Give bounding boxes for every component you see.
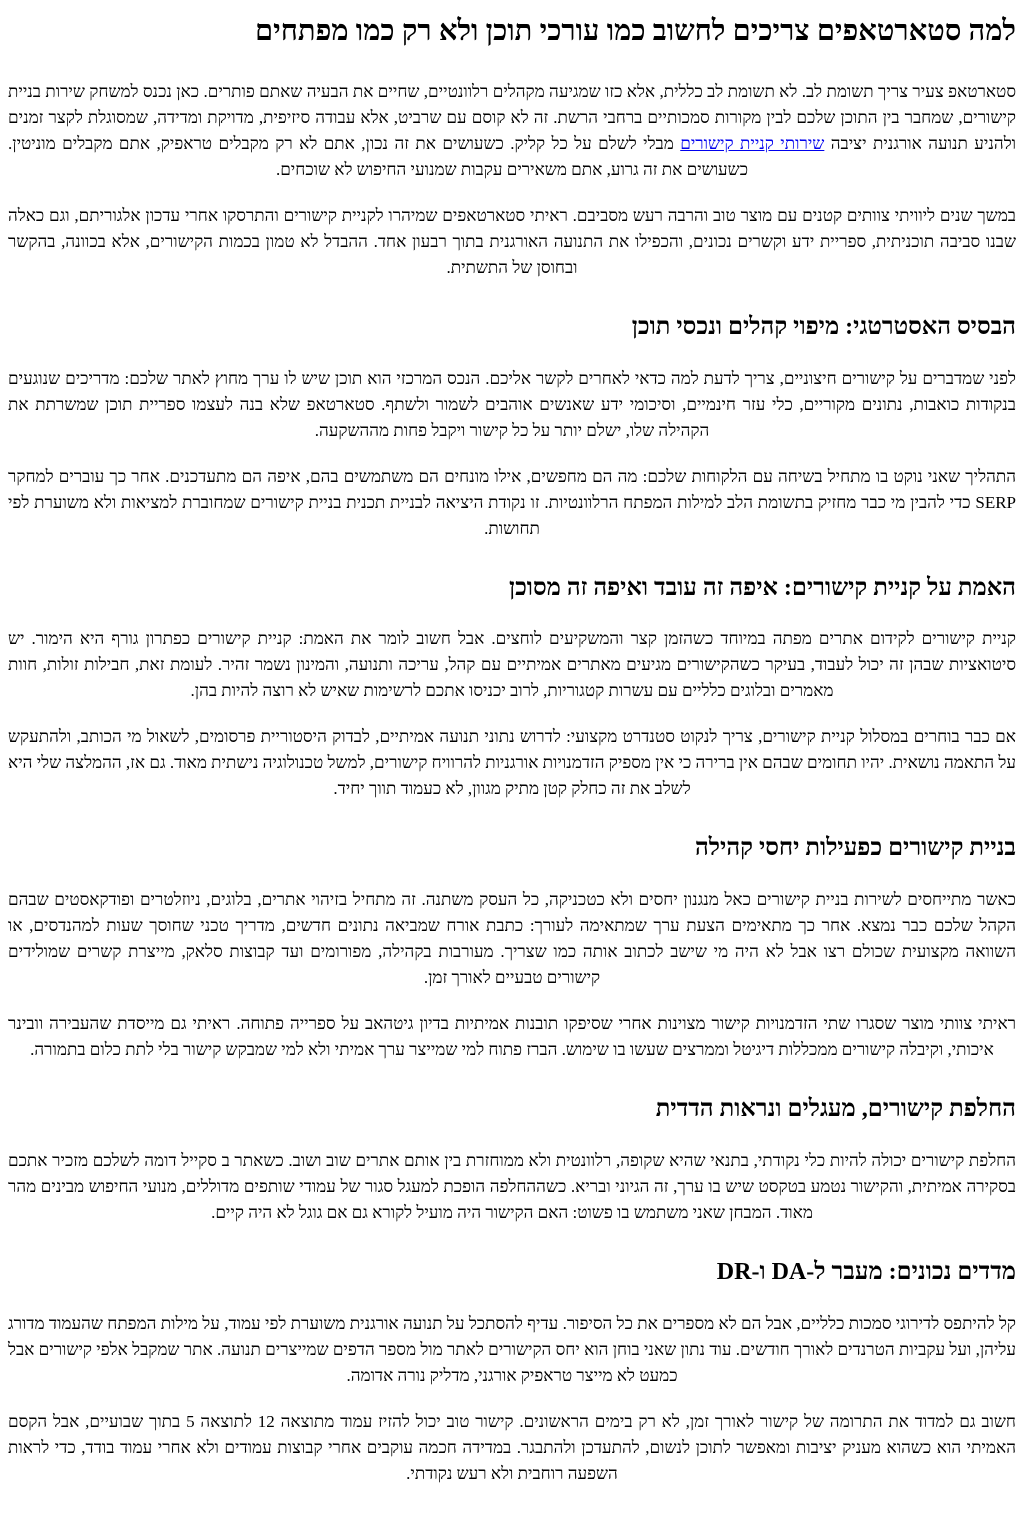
community-paragraph-2: ראיתי צוותי מוצר שסגרו שתי הזדמנויות קישור מצוינות אחרי שסיפקו תובנות אמיתיות בדיון גיטהאב על ספרייה פתוחה. ראיתי גם מייסדת שהעבירה וובינר איכותי, וקיבלה קישורים ממכללות דיגיטל וממרצים שעשו בו שימוש. הברז פתוח למי שמייצר ערך אמיתי ולא למי שמבקש קישור בלי לתת כלום בתמורה. xyxy=(8,1014,1016,1060)
section-heading-community: בניית קישורים כפעילות יחסי קהילה xyxy=(695,835,1016,862)
exchange-paragraph-1: החלפת קישורים יכולה להיות כלי נקודתי, בתנאי שהיא שקופה, רלוונטית ולא ממוחזרת בין אותם אתרים שוב ושוב. כשאתר ב סקייל דומה לשלכם מזכיר אתכם בסקירה אמיתית, והקישור נטמע בטקסט שיש בו ערך, זה הגיוני ובריא. כשההחלפה הופכת למעגל סגור של עמודי שותפים מדוללים, מנועי החיפוש מבינים מהר מאוד. המבחן שאני משתמש בו פשוט: האם הקישור היה מועיל לקורא גם אם גוגל לא היה קיים. xyxy=(8,1150,1016,1222)
strategy-paragraph-1: לפני שמדברים על קישורים חיצוניים, צריך לדעת למה כדאי לאחרים לקשר אליכם. הנכס המרכזי הוא תוכן שיש לו ערך מחוץ לאתר שלכם: מדריכים שנוגעים בנקודות כואבות, נתונים מקוריים, כלי עזר חינמיים, וסיכומי ידע שאנשים אוהבים לשמור ולשתף. סטארטאפ שלא בנה לעצמו ספריית תוכן שמשרתת את הקהילה שלו, ישלם יותר על כל קישור ויקבל פחות מההשקעה. xyxy=(8,368,1016,440)
page-title: למה סטארטאפים צריכים לחשוב כמו עורכי תוכן ולא רק כמו מפתחים xyxy=(255,15,1016,47)
strategy-paragraph-2: התהליך שאני נוקט בו מתחיל בשיחה עם הלקוחות שלכם: מה הם מחפשים, אילו מונחים הם משתמשים בהם, איפה הם מתעדכנים. אחר כך עוברים למחקר SERP כדי להבין מי כבר מחזיק בתשומת הלב למילות המפתח הרלוונטיות. זו נקודת היציאה לבניית תכנית בניית קישורים שמחוברת למציאות ולא משוערת לפי תחושות. xyxy=(8,466,1016,538)
section-heading-truth: האמת על קניית קישורים: איפה זה עובד ואיפה זה מסוכן xyxy=(508,574,1016,601)
intro-paragraph-1-after-link: מבלי לשלם על כל קליק. כשעושים את זה נכון, אתם לא רק מקבלים טראפיק, אתם מקבלים מוניטין. כשעושים את זה גרוע, אתם משאירים עקבות שמנועי החיפוש לא שוכחים. xyxy=(8,133,749,179)
intro-paragraph-1 xyxy=(8,79,1016,183)
metrics-paragraph-1: קל להיתפס לדירוגי סמכות כלליים, אבל הם לא מספרים את כל הסיפור. עדיף להסתכל על תנועה אורגנית משוערת לפי עמוד, על מילות המפתח שהעמוד מדורג עליהן, ועל עקביות הטרנדים לאורך חודשים. עוד נתון שאני בוחן הוא יחס הקישורים לאתר מול מספר הדפים שמייצרים תנועה. אתר שמקבל אלפי קישורים אבל כמעט לא מייצר טראפיק אורגני, מדליק נורה אדומה. xyxy=(8,1313,1016,1385)
link-buying-services[interactable]: שירותי קניית קישורים xyxy=(680,133,825,153)
section-heading-strategy: הבסיס האסטרטגי: מיפוי קהלים ונכסי תוכן xyxy=(631,313,1016,340)
truth-paragraph-1: קניית קישורים לקידום אתרים מפתה במיוחד כשהזמן קצר והמשקיעים לוחצים. אבל חשוב לומר את האמת: קניית קישורים כפתרון גורף היא הימור. יש סיטואציות שבהן זה יכול לעבוד, בעיקר כשהקישורים מגיעים מאתרים אמיתיים עם קהל, עריכה ותנועה, והמינון נשמר זהיר. לעומת זאת, חבילות זולות, חוות מאמרים ובלוגים כלליים עם עשרות קטגוריות, לרוב יכניסו אתכם לרשימות שאיש לא רוצה להיות בהן. xyxy=(8,629,1016,701)
metrics-paragraph-2: חשוב גם למדוד את התרומה של קישור לאורך זמן, לא רק בימים הראשונים. קישור טוב יכול להזיז עמוד מתוצאה 12 לתוצאה 5 בתוך שבועיים, אבל הקסם האמיתי הוא כשהוא מעניק יציבות ומאפשר לתוכן לנשום, להתעדכן ולהתבגר. במדידה חכמה עוקבים אחרי קבוצות עמודים ולא אחרי עמוד בודד, כדי לראות השפעה רוחבית ולא רעש נקודתי. xyxy=(8,1411,1016,1483)
intro-paragraph-2: במשך שנים ליוויתי צוותים קטנים עם מוצר טוב והרבה רעש מסביבם. ראיתי סטארטאפים שמיהרו לקניית קישורים והתרסקו אחרי עדכון אלגוריתם, וגם כאלה שבנו סביבה תוכניתית, ספריית ידע וקשרים נכונים, והכפילו את התנועה האורגנית בתוך רבעון אחד. ההבדל לא טמון בכמות הקישורים, אלא בכוונה, בהקשר ובחוסן של התשתית. xyxy=(8,205,1016,277)
section-heading-metrics: מדדים נכונים: מעבר ל-DA ו-DR xyxy=(716,1258,1016,1285)
intro-paragraph-1-before-link: סטארטאפ צעיר צריך תשומת לב. לא תשומת לב כללית, אלא כזו שמגיעה מקהלים רלוונטיים, שחיים את הבעיה שאתם פותרים. כאן נכנס למשחק שירות בניית קישורים, שמחבר בין התוכן שלכם לבין מקורות סמכותיים ברחבי הרשת. זה לא קוסם עם שרביט, אלא עבודה סיזיפית, מדויקת ומדידה, שמסוגלת לקצר זמנים ולהניע תנועה אורגנית יציבה xyxy=(8,81,1016,153)
truth-paragraph-2: אם כבר בוחרים במסלול קניית קישורים, צריך לנקוט סטנדרט מקצועי: לדרוש נתוני תנועה אמיתיים, לבדוק היסטוריית פרסומים, לשאול מי הכותב, ולהתעקש על התאמה נושאית. יהיו תחומים שבהם אין ברירה כי אין מספיק הזדמנויות אורגניות להרוויח קישורים, למשל טכנולוגיה נישתית מאוד. גם אז, ההמלצה שלי היא לשלב את זה כחלק קטן מתיק מגוון, לא כעמוד תווך יחיד. xyxy=(8,727,1016,799)
section-heading-exchange: החלפת קישורים, מעגלים ונראות הדדית xyxy=(655,1096,1016,1123)
community-paragraph-1: כאשר מתייחסים לשירות בניית קישורים כאל מנגנון יחסים ולא כטכניקה, כל העסק משתנה. זה מתחיל בזיהוי אתרים, בלוגים, ניוזלטרים ופודקאסטים שבהם הקהל שלכם כבר נמצא. אחר כך מתאימים הצעת ערך שמתאימה לעורך: כתבת אורח שמביאה נתונים חדשים, מדריך טכני שחוסך שעות למהנדסים, או השוואה מקצועית שכולם רצו אבל לא היה מי שישב לכתוב אותה כמו שצריך. מעורבות בקהילה, מפורומים ועד קבוצות סלאק, מייצרת קשרים שמולידים קישורים טבעיים לאורך זמן. xyxy=(8,890,1016,988)
